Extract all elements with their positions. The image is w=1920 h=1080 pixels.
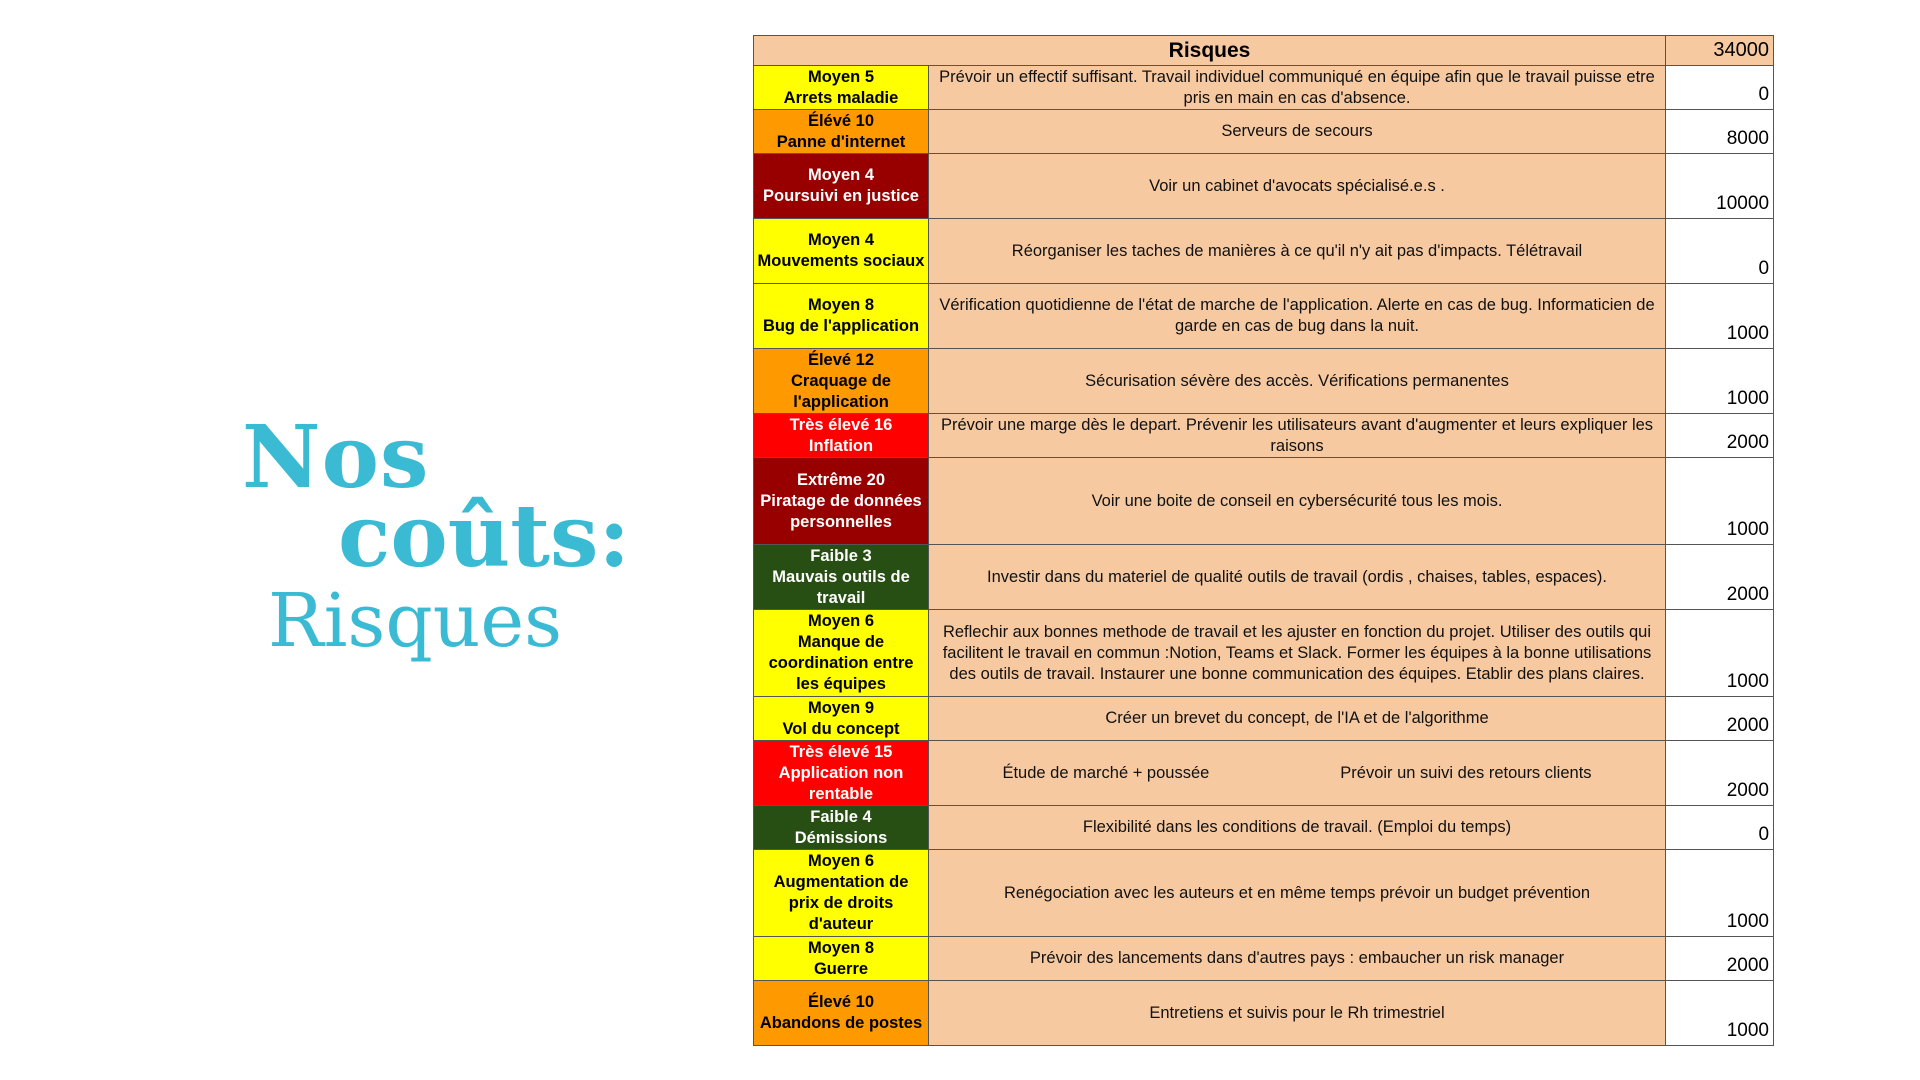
risk-cost-cell: 2000 bbox=[1666, 545, 1774, 610]
table-row bbox=[754, 981, 1774, 1046]
risk-level-cell bbox=[754, 458, 929, 545]
mitigation-cell: Créer un brevet du concept, de l'IA et de l'algorithme bbox=[929, 697, 1666, 741]
risk-level-score: Moyen 8 bbox=[807, 938, 875, 957]
risk-level-score: Moyen 8 bbox=[807, 296, 875, 314]
risk-cost-cell: 0 bbox=[1666, 66, 1774, 110]
risk-level-cell bbox=[754, 981, 929, 1046]
table-row bbox=[754, 66, 1774, 110]
risk-level-cell bbox=[754, 741, 929, 806]
risk-level-score: Moyen 6 bbox=[807, 612, 875, 630]
mitigation-cell: Investir dans du materiel de qualité outils de travail (ordis , chaises, tables, espaces). bbox=[929, 545, 1666, 610]
mitigation-text: Étude de marché + poussée bbox=[1002, 763, 1210, 782]
risk-level-cell bbox=[754, 850, 929, 937]
table-row bbox=[754, 458, 1774, 545]
mitigation-cell: Renégociation avec les auteurs et en même temps prévoir un budget prévention bbox=[929, 850, 1666, 937]
mitigation-cell: Prévoir une marge dès le depart. Prévenir les utilisateurs avant d'augmenter et leurs expliquer les raisons bbox=[929, 414, 1666, 458]
table-row bbox=[754, 219, 1774, 284]
title-line-nos: Nos bbox=[242, 407, 430, 508]
mitigation-cell: Serveurs de secours bbox=[929, 110, 1666, 154]
table-row bbox=[754, 110, 1774, 154]
risk-level-cell bbox=[754, 414, 929, 458]
table-row bbox=[754, 349, 1774, 414]
risk-level-score: Élevé 10 bbox=[807, 993, 875, 1011]
risk-level-score: Élevé 12 bbox=[807, 350, 875, 369]
table-row bbox=[754, 741, 1774, 806]
risk-name: Vol du concept bbox=[782, 719, 900, 738]
mitigation-text-secondary: Prévoir un suivi des retours clients bbox=[1340, 763, 1592, 782]
risk-level-score: Moyen 6 bbox=[807, 852, 875, 870]
table-row bbox=[754, 545, 1774, 610]
mitigation-cell: Réorganiser les taches de manières à ce qu'il n'y ait pas d'impacts. Télétravail bbox=[929, 219, 1666, 284]
risk-name: Guerre bbox=[813, 959, 869, 978]
risk-name: Mauvais outils de travail bbox=[772, 567, 910, 607]
risk-level-cell bbox=[754, 806, 929, 850]
table-row bbox=[754, 284, 1774, 349]
risk-cost-cell: 0 bbox=[1666, 806, 1774, 850]
risk-cost-cell: 1000 bbox=[1666, 349, 1774, 414]
risk-level-cell bbox=[754, 284, 929, 349]
risk-name: Bug de l'application bbox=[762, 317, 920, 335]
risk-level-score: Élévé 10 bbox=[807, 111, 875, 130]
table-row bbox=[754, 414, 1774, 458]
risk-name: Augmentation de prix de droits d'auteur bbox=[773, 873, 909, 933]
risk-level-cell bbox=[754, 219, 929, 284]
risk-name: Panne d'internet bbox=[776, 132, 906, 151]
title-line-couts: coûts: bbox=[338, 486, 631, 587]
mitigation-cell: Flexibilité dans les conditions de travail. (Emploi du temps) bbox=[929, 806, 1666, 850]
mitigation-cell: Prévoir un effectif suffisant. Travail individuel communiqué en équipe afin que le travail puisse etre pris en main en cas d'absence. bbox=[929, 66, 1666, 110]
risk-name: Démissions bbox=[794, 828, 888, 847]
risk-level-cell bbox=[754, 697, 929, 741]
mitigation-cell bbox=[929, 741, 1666, 806]
risk-name: Inflation bbox=[808, 436, 874, 455]
risk-level-cell bbox=[754, 545, 929, 610]
risk-cost-cell: 2000 bbox=[1666, 937, 1774, 981]
risk-cost-cell: 1000 bbox=[1666, 850, 1774, 937]
risk-name: Mouvements sociaux bbox=[757, 252, 925, 270]
mitigation-cell: Voir un cabinet d'avocats spécialisé.e.s . bbox=[929, 154, 1666, 219]
risk-cost-cell: 1000 bbox=[1666, 284, 1774, 349]
title-line-risques: Risques bbox=[268, 578, 563, 664]
risk-level-cell bbox=[754, 66, 929, 110]
table-row bbox=[754, 850, 1774, 937]
mitigation-cell: Sécurisation sévère des accès. Vérifications permanentes bbox=[929, 349, 1666, 414]
risk-cost-cell: 10000 bbox=[1666, 154, 1774, 219]
mitigation-cell: Entretiens et suivis pour le Rh trimestriel bbox=[929, 981, 1666, 1046]
risk-level-score: Très élevé 15 bbox=[789, 742, 893, 761]
risk-level-score: Moyen 9 bbox=[807, 698, 875, 717]
risk-level-cell bbox=[754, 610, 929, 697]
risk-name: Abandons de postes bbox=[759, 1014, 923, 1032]
table-row bbox=[754, 806, 1774, 850]
risk-level-score: Faible 4 bbox=[810, 807, 872, 826]
risk-cost-cell: 1000 bbox=[1666, 981, 1774, 1046]
risk-level-cell bbox=[754, 937, 929, 981]
risk-name: Craquage de l'application bbox=[791, 371, 891, 411]
risk-level-score: Moyen 4 bbox=[807, 166, 875, 184]
risk-level-cell bbox=[754, 110, 929, 154]
risk-cost-table bbox=[753, 35, 1774, 1046]
risk-level-cell bbox=[754, 349, 929, 414]
risk-cost-cell: 1000 bbox=[1666, 610, 1774, 697]
table-header-row bbox=[754, 36, 1774, 66]
risk-level-score: Faible 3 bbox=[810, 546, 872, 565]
mitigation-cell: Voir une boite de conseil en cybersécurité tous les mois. bbox=[929, 458, 1666, 545]
table-row bbox=[754, 154, 1774, 219]
risk-level-score: Moyen 4 bbox=[807, 231, 875, 249]
risk-level-score: Extrême 20 bbox=[796, 470, 886, 489]
slide-title bbox=[242, 407, 631, 669]
risk-name: Piratage de données personnelles bbox=[760, 491, 922, 531]
risk-level-score: Moyen 5 bbox=[807, 67, 875, 86]
risk-name: Manque de coordination entre les équipes bbox=[768, 633, 914, 693]
risk-level-score: Très élevé 16 bbox=[789, 415, 893, 434]
mitigation-cell: Vérification quotidienne de l'état de marche de l'application. Alerte en cas de bug. Informaticien de garde en cas de bug dans la nuit. bbox=[929, 284, 1666, 349]
risk-cost-cell: 2000 bbox=[1666, 414, 1774, 458]
risk-level-cell bbox=[754, 154, 929, 219]
risk-cost-cell: 8000 bbox=[1666, 110, 1774, 154]
risk-cost-cell: 2000 bbox=[1666, 741, 1774, 806]
table-row bbox=[754, 610, 1774, 697]
risk-cost-cell: 0 bbox=[1666, 219, 1774, 284]
table-header-title: Risques bbox=[754, 36, 1666, 66]
mitigation-cell: Reflechir aux bonnes methode de travail et les ajuster en fonction du projet. Utiliser des outils qui facilitent le travail en commun :Notion, Teams et Slack. Former les équipes à la bonne utilisations des outils de travail. Instaurer une bonne communication des équipes. Etablir des plans claires. bbox=[929, 610, 1666, 697]
risk-name: Application non rentable bbox=[778, 763, 904, 803]
risk-cost-cell: 1000 bbox=[1666, 458, 1774, 545]
mitigation-cell: Prévoir des lancements dans d'autres pays : embaucher un risk manager bbox=[929, 937, 1666, 981]
risk-cost-cell: 2000 bbox=[1666, 697, 1774, 741]
table-row bbox=[754, 697, 1774, 741]
table-row bbox=[754, 937, 1774, 981]
risk-name: Poursuivi en justice bbox=[763, 187, 919, 205]
risk-name: Arrets maladie bbox=[783, 88, 899, 107]
total-cost-cell: 34000 bbox=[1666, 36, 1774, 66]
